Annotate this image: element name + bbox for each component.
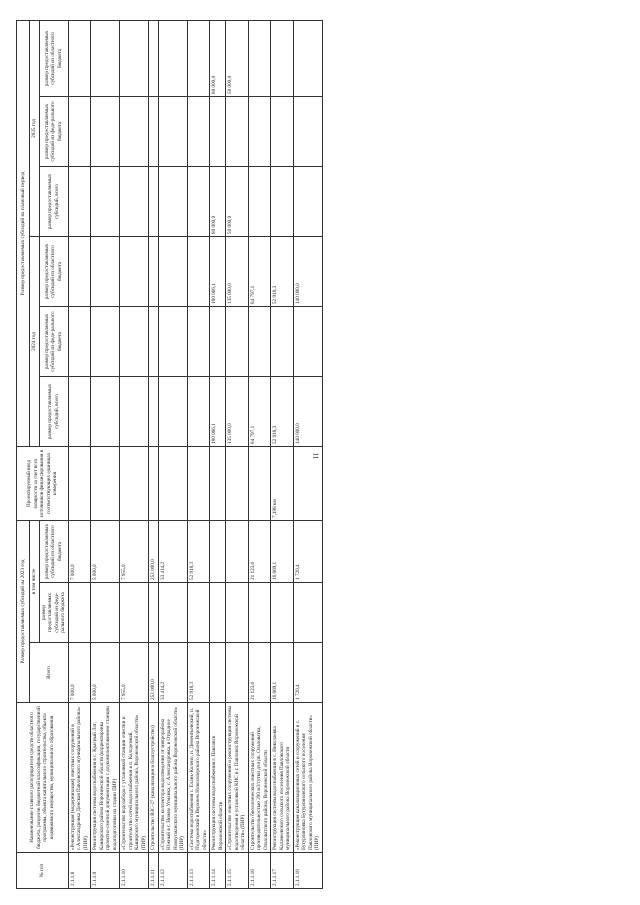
total-2023: 33 414,2 bbox=[158, 643, 187, 703]
row-number: 2.1.1.12 bbox=[158, 853, 187, 889]
obl-2025 bbox=[149, 20, 159, 96]
total-2024 bbox=[187, 376, 210, 446]
obl-2023: 253 000,0 bbox=[149, 520, 159, 582]
row-name: «Реконструкция (модернизация) очистных сооружений в с.Александровка Донская Павловского муниципального района» (ПИР) bbox=[68, 703, 91, 853]
row-name: «Строительство водозабора с установкой станции очистки и строительство сетей водоснабжения в п. Колодезный, Каширского муниципального района, Воронежской области» (ПИР) bbox=[120, 703, 149, 853]
table-row bbox=[210, 20, 226, 888]
obl-2025 bbox=[91, 20, 120, 96]
total-2023 bbox=[210, 643, 226, 703]
table-row bbox=[248, 20, 271, 888]
total-2024: 180 066,1 bbox=[210, 376, 226, 446]
fed-2024 bbox=[68, 306, 91, 376]
obl-2024 bbox=[158, 236, 187, 306]
obl-2024 bbox=[91, 236, 120, 306]
header-plan-period: Размер предоставляемых субсидий на плановый период bbox=[17, 20, 30, 446]
capacity bbox=[226, 446, 249, 520]
total-2024 bbox=[158, 376, 187, 446]
rotated-table-container bbox=[16, 21, 576, 889]
capacity bbox=[187, 446, 210, 520]
row-name: Реконструкция системы водоснабжения г. Павловск Воронежской области bbox=[210, 703, 226, 853]
header-total-2025: размер предоставляемых субсидий, всего bbox=[39, 166, 68, 236]
total-2025 bbox=[120, 166, 149, 236]
table-row bbox=[226, 20, 249, 888]
row-number: 2.1.1.18 bbox=[293, 853, 322, 889]
table-row bbox=[271, 20, 294, 888]
total-2025 bbox=[248, 166, 271, 236]
obl-2025: 80 000,0 bbox=[210, 20, 226, 96]
obl-2024 bbox=[187, 236, 210, 306]
page-number: 11 bbox=[311, 452, 320, 460]
row-name: «Система водоснабжения с. Елань-Колено, п. Дементьевский, п. Подгоренский в Верхнем Новохоперского района Воронежской области» bbox=[187, 703, 210, 853]
obl-2024 bbox=[149, 236, 159, 306]
capacity bbox=[91, 446, 120, 520]
fed-2025 bbox=[68, 96, 91, 166]
total-2025 bbox=[149, 166, 159, 236]
fed-2024 bbox=[149, 306, 159, 376]
table-row bbox=[91, 20, 120, 888]
total-2023: 7 000,0 bbox=[68, 643, 91, 703]
table-row bbox=[149, 20, 159, 888]
total-2025 bbox=[68, 166, 91, 236]
fed-2024 bbox=[271, 306, 294, 376]
footnote-divider bbox=[64, 888, 214, 889]
table-row bbox=[158, 20, 187, 888]
total-2025: 50 000,0 bbox=[226, 166, 249, 236]
header-obl-2024: размер предоставляемых субсидий из областного бюджета bbox=[39, 236, 68, 306]
row-number: 2.1.1.10 bbox=[120, 853, 149, 889]
obl-2024: 135 000,0 bbox=[226, 236, 249, 306]
fed-2023 bbox=[120, 583, 149, 643]
row-number: 2.1.1.9 bbox=[91, 853, 120, 889]
row-number: 2.1.1.14 bbox=[210, 853, 226, 889]
fed-2025 bbox=[158, 96, 187, 166]
total-2024 bbox=[68, 376, 91, 446]
obl-2023: 5 000,0 bbox=[91, 520, 120, 582]
total-2023: 1 720,4 bbox=[293, 643, 322, 703]
fed-2025 bbox=[226, 96, 249, 166]
total-2023: 253 000,0 bbox=[149, 643, 159, 703]
total-2024: 135 000,0 bbox=[226, 376, 249, 446]
obl-2024: 52 918,3 bbox=[271, 236, 294, 306]
table-body bbox=[68, 20, 322, 888]
obl-2023 bbox=[226, 520, 249, 582]
obl-2024: 140 000,0 bbox=[293, 236, 322, 306]
header-2024: 2024 год bbox=[30, 236, 40, 446]
header-total-2024: размер предоставляемых субсидий, всего bbox=[39, 376, 68, 446]
obl-2025 bbox=[68, 20, 91, 96]
row-name: Строительство ВЗС-27 (канализация и благоустройство) bbox=[149, 703, 159, 853]
fed-2023 bbox=[91, 583, 120, 643]
total-2024 bbox=[91, 376, 120, 446]
obl-2025 bbox=[293, 20, 322, 96]
fed-2025 bbox=[271, 96, 294, 166]
table-row bbox=[120, 20, 149, 888]
row-number: 2.1.1.11 bbox=[149, 853, 159, 889]
obl-2023: 7 000,0 bbox=[68, 520, 91, 582]
fed-2023 bbox=[271, 583, 294, 643]
row-name: «Строительство коллектора водоотведения от микрорайона Южный в г. Нижне Усманка, с. Александровка, в Отрадное Новоусманского муниципального района Воронежской области» (ПИР) bbox=[158, 703, 187, 853]
capacity bbox=[248, 446, 271, 520]
total-2023: 5 000,0 bbox=[91, 643, 120, 703]
header-fed-2023: размер предоставляемых субсидий из феде-рального бюджета bbox=[39, 583, 68, 643]
fed-2024 bbox=[293, 306, 322, 376]
obl-2025 bbox=[248, 20, 271, 96]
obl-2023: 16 869,1 bbox=[271, 520, 294, 582]
fed-2025 bbox=[120, 96, 149, 166]
total-2024 bbox=[149, 376, 159, 446]
fed-2024 bbox=[187, 306, 210, 376]
header-obl-2025: размер предоставляемых субсидий из областного бюджета bbox=[39, 20, 68, 96]
obl-2023: 7 955,0 bbox=[120, 520, 149, 582]
obl-2024 bbox=[68, 236, 91, 306]
fed-2025 bbox=[293, 96, 322, 166]
capacity bbox=[68, 446, 91, 520]
row-number: 2.1.1.17 bbox=[271, 853, 294, 889]
fed-2023 bbox=[226, 583, 249, 643]
total-2023: 7 955,0 bbox=[120, 643, 149, 703]
total-2024: 84 797,1 bbox=[248, 376, 271, 446]
table-header bbox=[17, 20, 69, 888]
fed-2023 bbox=[210, 583, 226, 643]
capacity bbox=[158, 446, 187, 520]
total-2024 bbox=[120, 376, 149, 446]
table-row bbox=[68, 20, 91, 888]
total-2023: 16 869,1 bbox=[271, 643, 294, 703]
capacity bbox=[293, 446, 322, 520]
fed-2024 bbox=[120, 306, 149, 376]
total-2025 bbox=[187, 166, 210, 236]
row-number: 2.1.1.8 bbox=[68, 853, 91, 889]
row-name: Реконструкция системы водоснабжения в с. Красный Лог, Каширского района Воронежской области (корректировка проектно-сметной документации с доукомплектованием станции водоподготовки на стадии ПИР) bbox=[91, 703, 120, 853]
total-2025: 80 000,0 bbox=[210, 166, 226, 236]
total-2025 bbox=[91, 166, 120, 236]
capacity bbox=[120, 446, 149, 520]
fed-2025 bbox=[187, 96, 210, 166]
capacity: 7,198 км bbox=[271, 446, 294, 520]
subsidy-table bbox=[16, 20, 323, 889]
row-name: «Строительство очистных сооружений и реконструкция системы водоотведения и установкой КНС в г. Павловск Воронежской области» (ПИР) bbox=[226, 703, 249, 853]
fed-2024 bbox=[210, 306, 226, 376]
fed-2023 bbox=[293, 583, 322, 643]
total-2025 bbox=[158, 166, 187, 236]
obl-2025 bbox=[271, 20, 294, 96]
table-row bbox=[187, 20, 210, 888]
row-number: 2.1.1.15 bbox=[226, 853, 249, 889]
capacity bbox=[210, 446, 226, 520]
fed-2025 bbox=[149, 96, 159, 166]
row-number: 2.1.1.13 bbox=[187, 853, 210, 889]
header-name: Наименование главного распорядителя средств областного бюджета, разделов бюджетной классификации, государственной программы, объекта капитального строительства, объекта недвижимого имущества, муниципального образования bbox=[17, 703, 69, 853]
obl-2023: 33 414,2 bbox=[158, 520, 187, 582]
obl-2023 bbox=[210, 520, 226, 582]
row-name: «Реконструкция канализационных сетей и сооружений в с. Бутурлиновка Бутурлиновского сельского поселения Павловского муниципального района Воронежской области» (ПИР) bbox=[293, 703, 322, 853]
header-incl: в том числе bbox=[30, 520, 40, 642]
obl-2025: 50 000,0 bbox=[226, 20, 249, 96]
header-2023: Размер предоставляемых субсидий на 2023 год bbox=[17, 520, 30, 702]
row-number: 2.1.1.16 bbox=[248, 853, 271, 889]
header-fed-2024: размер предоставляемых субсидий из феде-рального бюджета bbox=[39, 306, 68, 376]
obl-2024: 84 797,1 bbox=[248, 236, 271, 306]
header-obl-2023: размер предоставляемых субсидий из областного бюджета bbox=[39, 520, 68, 582]
fed-2025 bbox=[210, 96, 226, 166]
header-2025: 2025 год bbox=[30, 20, 40, 236]
obl-2025 bbox=[120, 20, 149, 96]
fed-2023 bbox=[149, 583, 159, 643]
obl-2024 bbox=[120, 236, 149, 306]
fed-2025 bbox=[248, 96, 271, 166]
fed-2024 bbox=[226, 306, 249, 376]
total-2023: 21 123,6 bbox=[248, 643, 271, 703]
fed-2023 bbox=[68, 583, 91, 643]
total-2023 bbox=[226, 643, 249, 703]
fed-2024 bbox=[91, 306, 120, 376]
total-2024: 140 000,0 bbox=[293, 376, 322, 446]
total-2025 bbox=[271, 166, 294, 236]
fed-2023 bbox=[187, 583, 210, 643]
obl-2023: 52 918,3 bbox=[187, 520, 210, 582]
fed-2025 bbox=[91, 96, 120, 166]
obl-2025 bbox=[158, 20, 187, 96]
table-row bbox=[293, 20, 322, 888]
capacity bbox=[149, 446, 159, 520]
total-2025 bbox=[293, 166, 322, 236]
header-num: № п/п bbox=[17, 853, 69, 889]
obl-2025 bbox=[187, 20, 210, 96]
obl-2024: 180 066,1 bbox=[210, 236, 226, 306]
header-capacity: Проектируемый ввод мощности за счет всех источников финансирования в соответствующих единицах измерения bbox=[17, 446, 69, 520]
header-fed-2025: размер предоставляемых субсидий из феде-рального бюджета bbox=[39, 96, 68, 166]
fed-2023 bbox=[248, 583, 271, 643]
total-2023: 52 918,3 bbox=[187, 643, 210, 703]
fed-2024 bbox=[158, 306, 187, 376]
total-2024: 52 918,3 bbox=[271, 376, 294, 446]
obl-2023: 21 123,6 bbox=[248, 520, 271, 582]
fed-2024 bbox=[248, 306, 271, 376]
row-name: Строительство биологических очистных сооружений производительностью 200 м3/сутки для рп. Ольховатка, Ольховатского района, Воронежской области bbox=[248, 703, 271, 853]
fed-2023 bbox=[158, 583, 187, 643]
obl-2023: 1 720,4 bbox=[293, 520, 322, 582]
header-total-2023: Всего bbox=[30, 643, 69, 703]
row-name: Реконструкция системы водоснабжения в с. Николаевка Калачеевского сельского поселения Павловского муниципального района Воронежской области bbox=[271, 703, 294, 853]
